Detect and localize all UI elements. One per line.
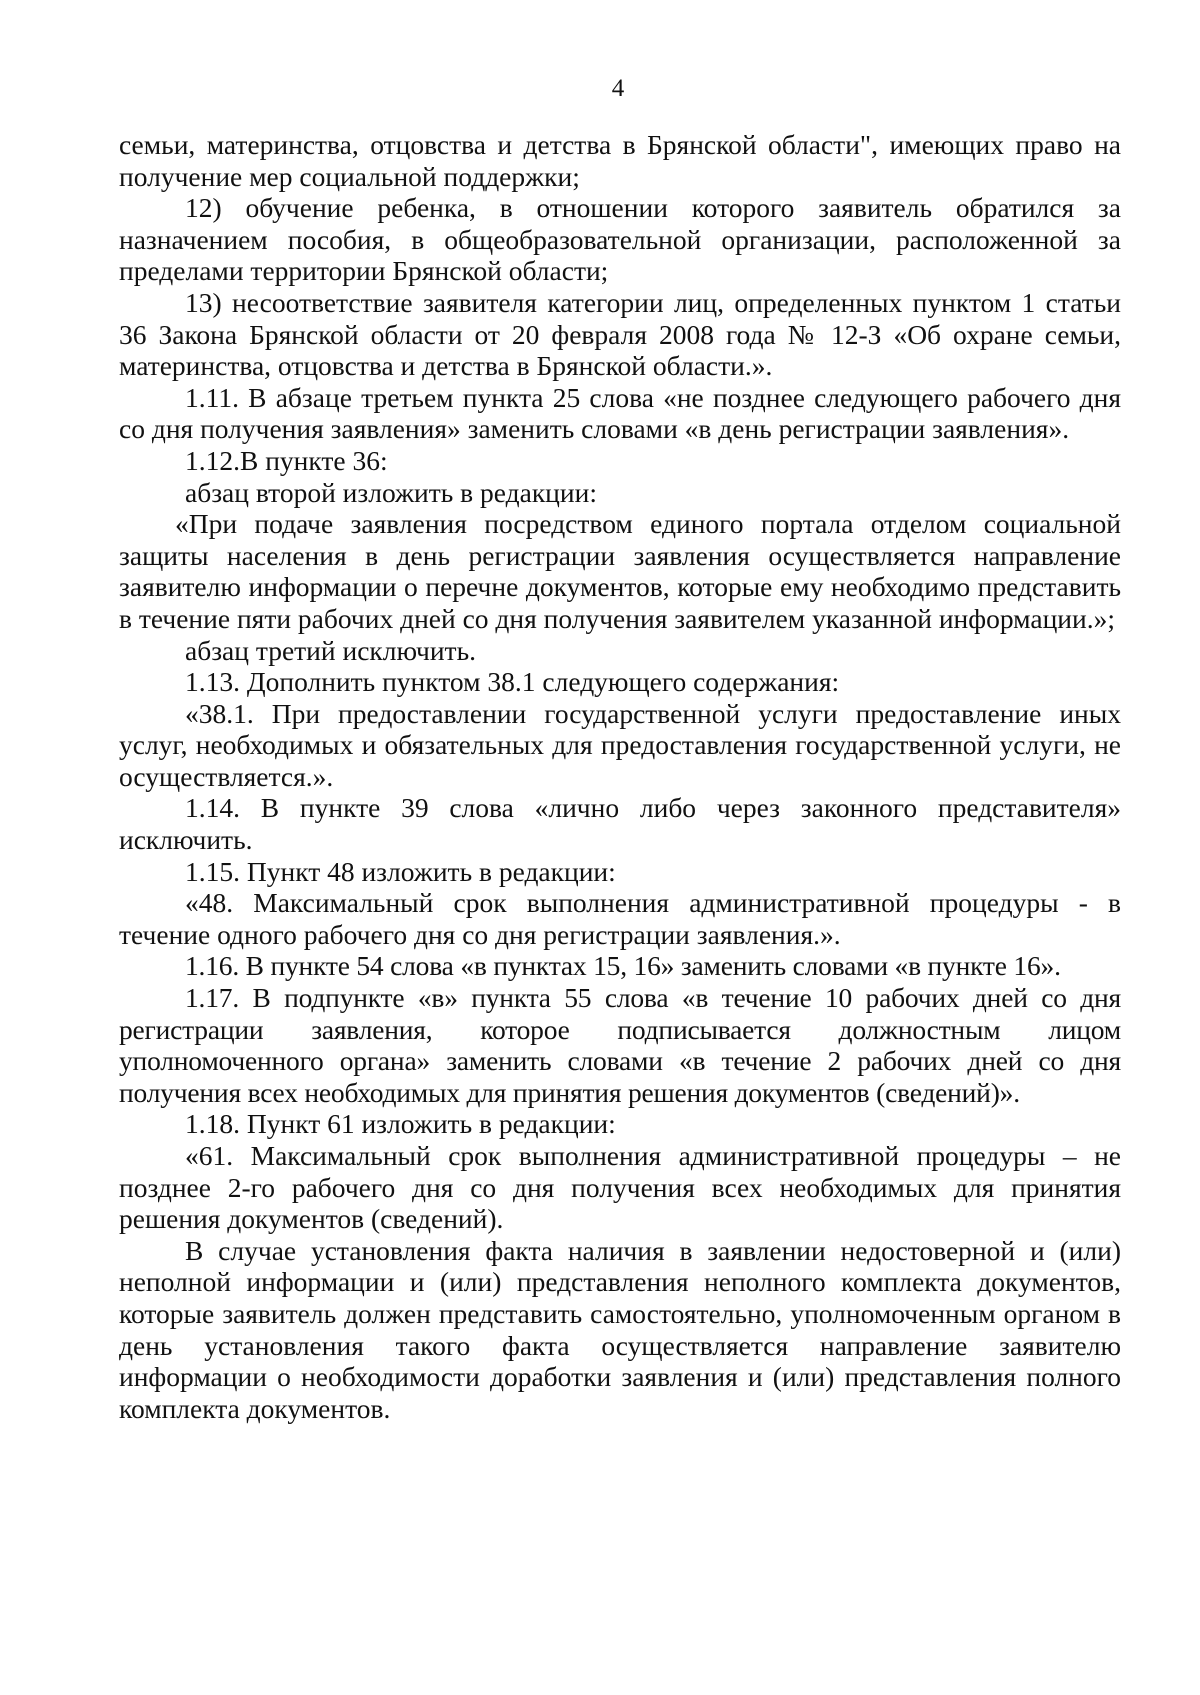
paragraph-15: 1.17. В подпункте «в» пункта 55 слова «в течение 10 рабочих дней со дня регистрации заявления, которое подписывается должностным лицом уполномоченного органа» заменить словами «в течение 2 рабочих дней со дня получения всех необходимых для принятия решения документов (сведений)». — [119, 982, 1121, 1108]
paragraph-12: 1.15. Пункт 48 изложить в редакции: — [185, 855, 616, 887]
paragraph-2: 12) обучение ребенка, в отношении которого заявитель обратился за назначением пособия, в общеобразовательной организации, расположенной за пределами территории Брянской области; — [119, 192, 1121, 287]
paragraph-1: семьи, материнства, отцовства и детства в Брянской области", имеющих право на получение мер социальной поддержки; — [119, 129, 1121, 192]
paragraph-13: «48. Максимальный срок выполнения административной процедуры - в течение одного рабочего дня со дня регистрации заявления.». — [119, 887, 1121, 950]
paragraph-3: 13) несоответствие заявителя категории лиц, определенных пунктом 1 статьи 36 Закона Брянской области от 20 февраля 2008 года № 12-З «Об охране семьи, материнства, отцовства и детства в Брянской области.». — [119, 286, 1121, 382]
page-number: 4 — [611, 75, 625, 102]
paragraph-9: 1.13. Дополнить пунктом 38.1 следующего содержания: — [185, 666, 840, 698]
paragraph-16: 1.18. Пункт 61 изложить в редакции: — [185, 1108, 616, 1140]
document-body — [119, 129, 1121, 1424]
paragraph-14: 1.16. В пункте 54 слова «в пунктах 15, 16» заменить словами «в пункте 16». — [185, 950, 1061, 982]
paragraph-17: «61. Максимальный срок выполнения административной процедуры – не позднее 2-го рабочего дня со дня получения всех необходимых для принятия решения документов (сведений). — [119, 1140, 1121, 1235]
paragraph-4: 1.11. В абзаце третьем пункта 25 слова «не позднее следующего рабочего дня со дня получения заявления» заменить словами «в день регистрации заявления». — [119, 381, 1121, 445]
paragraph-5: 1.12.В пункте 36: — [185, 444, 388, 476]
paragraph-8: абзац третий исключить. — [185, 634, 476, 666]
paragraph-10: «38.1. При предоставлении государственной услуги предоставление иных услуг, необходимых и обязательных для предоставления государственной услуги, не осуществляется.». — [119, 697, 1121, 792]
paragraph-7: «При подаче заявления посредством единого портала отделом социальной защиты населения в день регистрации заявления осуществляется направление заявителю информации о перечне документов, которые ему необходимо представить в течение пяти рабочих дней со дня получения заявителем указанной информации.»; — [119, 508, 1121, 634]
paragraph-18: В случае установления факта наличия в заявлении недостоверной и (или) неполной информации и (или) представления неполного комплекта документов, которые заявитель должен представить самостоятельно, уполномоченным органом в день установления такого факта осуществляется направление заявителю информации о необходимости доработки заявления и (или) представления полного комплекта документов. — [119, 1234, 1121, 1424]
paragraph-11: 1.14. В пункте 39 слова «лично либо через законного представителя» исключить. — [119, 792, 1121, 856]
paragraph-6: абзац второй изложить в редакции: — [185, 476, 597, 508]
